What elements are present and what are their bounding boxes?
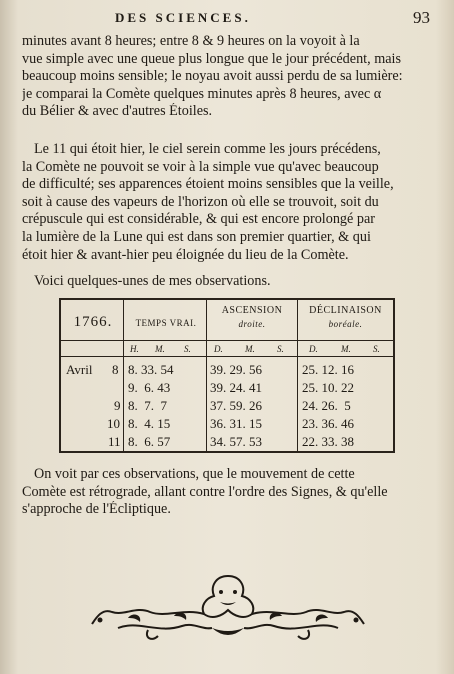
unit-label: M. <box>245 344 255 354</box>
column-header-declination-sub: boréale. <box>328 319 363 329</box>
paragraph-4 <box>22 466 438 519</box>
text-line: de difficulté; ses apparences étoient moins sensibles que la veille, <box>22 176 394 193</box>
rococo-tailpiece-ornament-icon <box>88 568 368 648</box>
paragraph-3 <box>22 273 438 291</box>
unit-label: S. <box>373 344 380 354</box>
text-line: s'approche de l'Écliptique. <box>22 501 171 518</box>
unit-label: S. <box>277 344 284 354</box>
text-line: crépuscule qui est considérable, & qui est encore prolongé par <box>22 211 375 228</box>
table-year: 1766. <box>73 314 113 330</box>
page-number: 93 <box>413 8 430 27</box>
right-ascension-cell: 34. 57. 53 <box>210 434 262 449</box>
text-line: la lumière de la Lune qui est dans son premier quartier, & qui <box>22 228 371 245</box>
unit-label: D. <box>214 344 223 354</box>
table-units-rule <box>59 356 393 357</box>
text-line: la Comète ne pouvoit se voir à la simple vue qu'avec beaucoup <box>22 158 379 175</box>
paragraph-2 <box>22 141 438 264</box>
text-line: On voit par ces observations, que le mouvement de cette <box>34 466 355 482</box>
text-line: minutes avant 8 heures; entre 8 & 9 heures on la voyoit à la <box>22 33 360 49</box>
table-column-rule <box>123 298 124 453</box>
time-cell: 9. 6. 43 <box>128 380 171 395</box>
text-line: Comète est rétrograde, allant contre l'ordre des Signes, & qu'elle <box>22 483 388 500</box>
right-ascension-cell: 39. 24. 41 <box>210 380 262 395</box>
day-cell: 8 <box>112 362 119 377</box>
column-header-right-ascension-sub: droite. <box>238 319 266 329</box>
text-line: étoit hier & avant-hier peu éloignée du lieu de la Comète. <box>22 246 349 263</box>
text-line: vue simple avec une queue plus longue que le jour précédent, mais <box>22 50 401 67</box>
column-header-time: TEMPS VRAI. <box>135 318 197 328</box>
day-cell: 9 <box>114 398 121 413</box>
unit-label: D. <box>309 344 318 354</box>
right-ascension-cell: 39. 29. 56 <box>210 362 262 377</box>
declination-cell: 22. 33. 38 <box>302 434 354 449</box>
text-line: du Bélier & avec d'autres Étoiles. <box>22 103 213 120</box>
running-head: DES SCIENCES. <box>115 10 251 25</box>
time-cell: 8. 33. 54 <box>128 362 174 377</box>
column-header-declination: DÉCLINAISON <box>309 305 382 316</box>
day-cell: 10 <box>107 416 120 431</box>
unit-label: H. <box>130 344 139 354</box>
declination-cell: 23. 36. 46 <box>302 416 354 431</box>
column-header-right-ascension: ASCENSION <box>221 305 283 316</box>
unit-label: S. <box>184 344 191 354</box>
table-header-rule <box>59 340 393 341</box>
unit-label: M. <box>341 344 351 354</box>
text-line: Voici quelques-unes de mes observations. <box>34 273 271 289</box>
right-ascension-cell: 37. 59. 26 <box>210 398 262 413</box>
text-line: soit à cause des vapeurs de l'horizon où elle se trouvoit, soit du <box>22 193 379 210</box>
paragraph-1 <box>22 33 438 121</box>
time-cell: 8. 6. 57 <box>128 434 171 449</box>
text-line: beaucoup moins sensible; le noyau avoit aussi perdu de sa lumière: <box>22 68 403 85</box>
text-line: je comparai la Comète quelques minutes après 8 heures, avec α <box>22 85 382 102</box>
declination-cell: 24. 26. 5 <box>302 398 351 413</box>
time-cell: 8. 7. 7 <box>128 398 167 413</box>
time-cell: 8. 4. 15 <box>128 416 171 431</box>
unit-label: M. <box>155 344 165 354</box>
right-ascension-cell: 36. 31. 15 <box>210 416 262 431</box>
month-label: Avril <box>66 362 93 377</box>
declination-cell: 25. 12. 16 <box>302 362 354 377</box>
text-line: Le 11 qui étoit hier, le ciel serein comme les jours précédens, <box>34 141 381 157</box>
declination-cell: 25. 10. 22 <box>302 380 354 395</box>
day-cell: 11 <box>108 434 121 449</box>
